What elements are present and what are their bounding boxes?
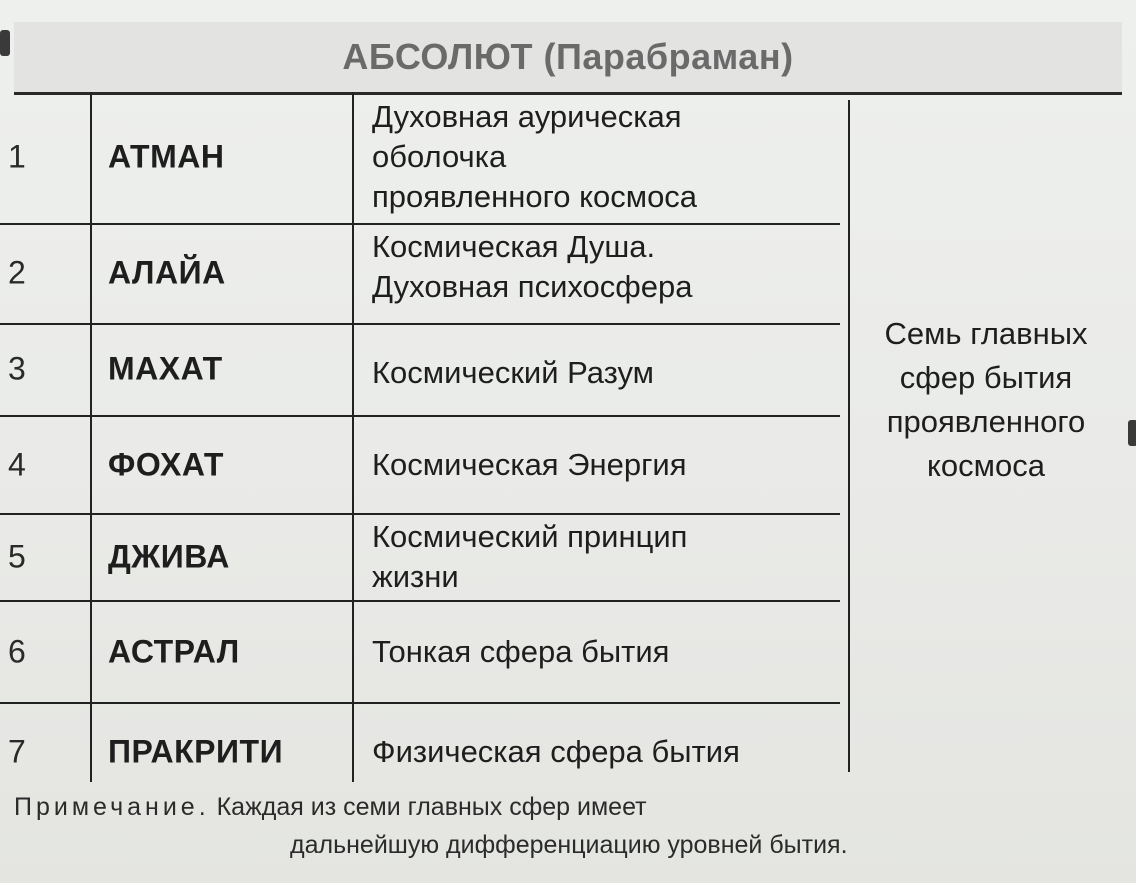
row-description: [372, 353, 654, 393]
row-description: [372, 445, 687, 485]
row-description-line: Физическая сфера бытия: [372, 734, 740, 769]
row-description: [372, 632, 669, 672]
row-name: АЛАЙА: [108, 254, 226, 291]
summary-line: Семь главных: [884, 316, 1088, 351]
table-row: [0, 600, 840, 704]
row-number: 4: [8, 446, 26, 483]
row-name: МАХАТ: [108, 350, 223, 387]
row-number: 6: [8, 633, 26, 670]
row-description-line: Космическая Энергия: [372, 447, 687, 482]
table-row: [0, 702, 840, 782]
row-name: ДЖИВА: [108, 538, 230, 575]
row-description-line: Духовная психосфера: [372, 269, 693, 304]
table-title: АБСОЛЮТ (Парабраман): [342, 36, 794, 77]
table-row: [0, 95, 840, 225]
right-edge-marker: [1128, 420, 1136, 446]
row-name: АСТРАЛ: [108, 633, 240, 670]
summary-line: проявленного: [886, 404, 1086, 439]
footnote-text-line2: дальнейшую дифференциацию уровней бытия.: [290, 831, 848, 859]
row-description-line: проявленного космоса: [372, 179, 698, 214]
row-description-line: Тонкая сфера бытия: [372, 634, 670, 669]
row-description: [372, 732, 740, 772]
row-description: [372, 227, 693, 307]
row-description-line: Космический принцип: [372, 519, 688, 554]
row-name: ФОХАТ: [108, 446, 224, 483]
footnote: [14, 788, 1114, 864]
table-title-row: [14, 22, 1122, 95]
summary-line: космоса: [927, 448, 1045, 483]
summary-cell: [848, 100, 1122, 772]
summary-text: [850, 312, 1122, 488]
footnote-label: Примечание.: [14, 793, 210, 821]
table-row: [0, 223, 840, 325]
row-description-line: Космический Разум: [372, 355, 654, 390]
row-name: ПРАКРИТИ: [108, 733, 284, 770]
row-number: 3: [8, 350, 26, 387]
row-name: АТМАН: [108, 138, 225, 175]
row-description-line: Космическая Душа.: [372, 229, 656, 264]
footnote-text-line1: Каждая из семи главных сфер имеет: [216, 793, 647, 821]
left-edge-marker: [0, 30, 10, 56]
table-row: [0, 415, 840, 515]
row-description-line: жизни: [372, 559, 459, 594]
summary-line: сфер бытия: [899, 360, 1073, 395]
row-description: [372, 97, 697, 217]
row-number: 7: [8, 733, 26, 770]
row-number: 5: [8, 538, 26, 575]
row-description: [372, 517, 687, 597]
row-number: 1: [8, 138, 26, 175]
table-row: [0, 323, 840, 417]
table-row: [0, 513, 840, 602]
row-number: 2: [8, 254, 26, 291]
row-description-line: Духовная аурическая: [372, 99, 682, 134]
row-description-line: оболочка: [372, 139, 507, 174]
